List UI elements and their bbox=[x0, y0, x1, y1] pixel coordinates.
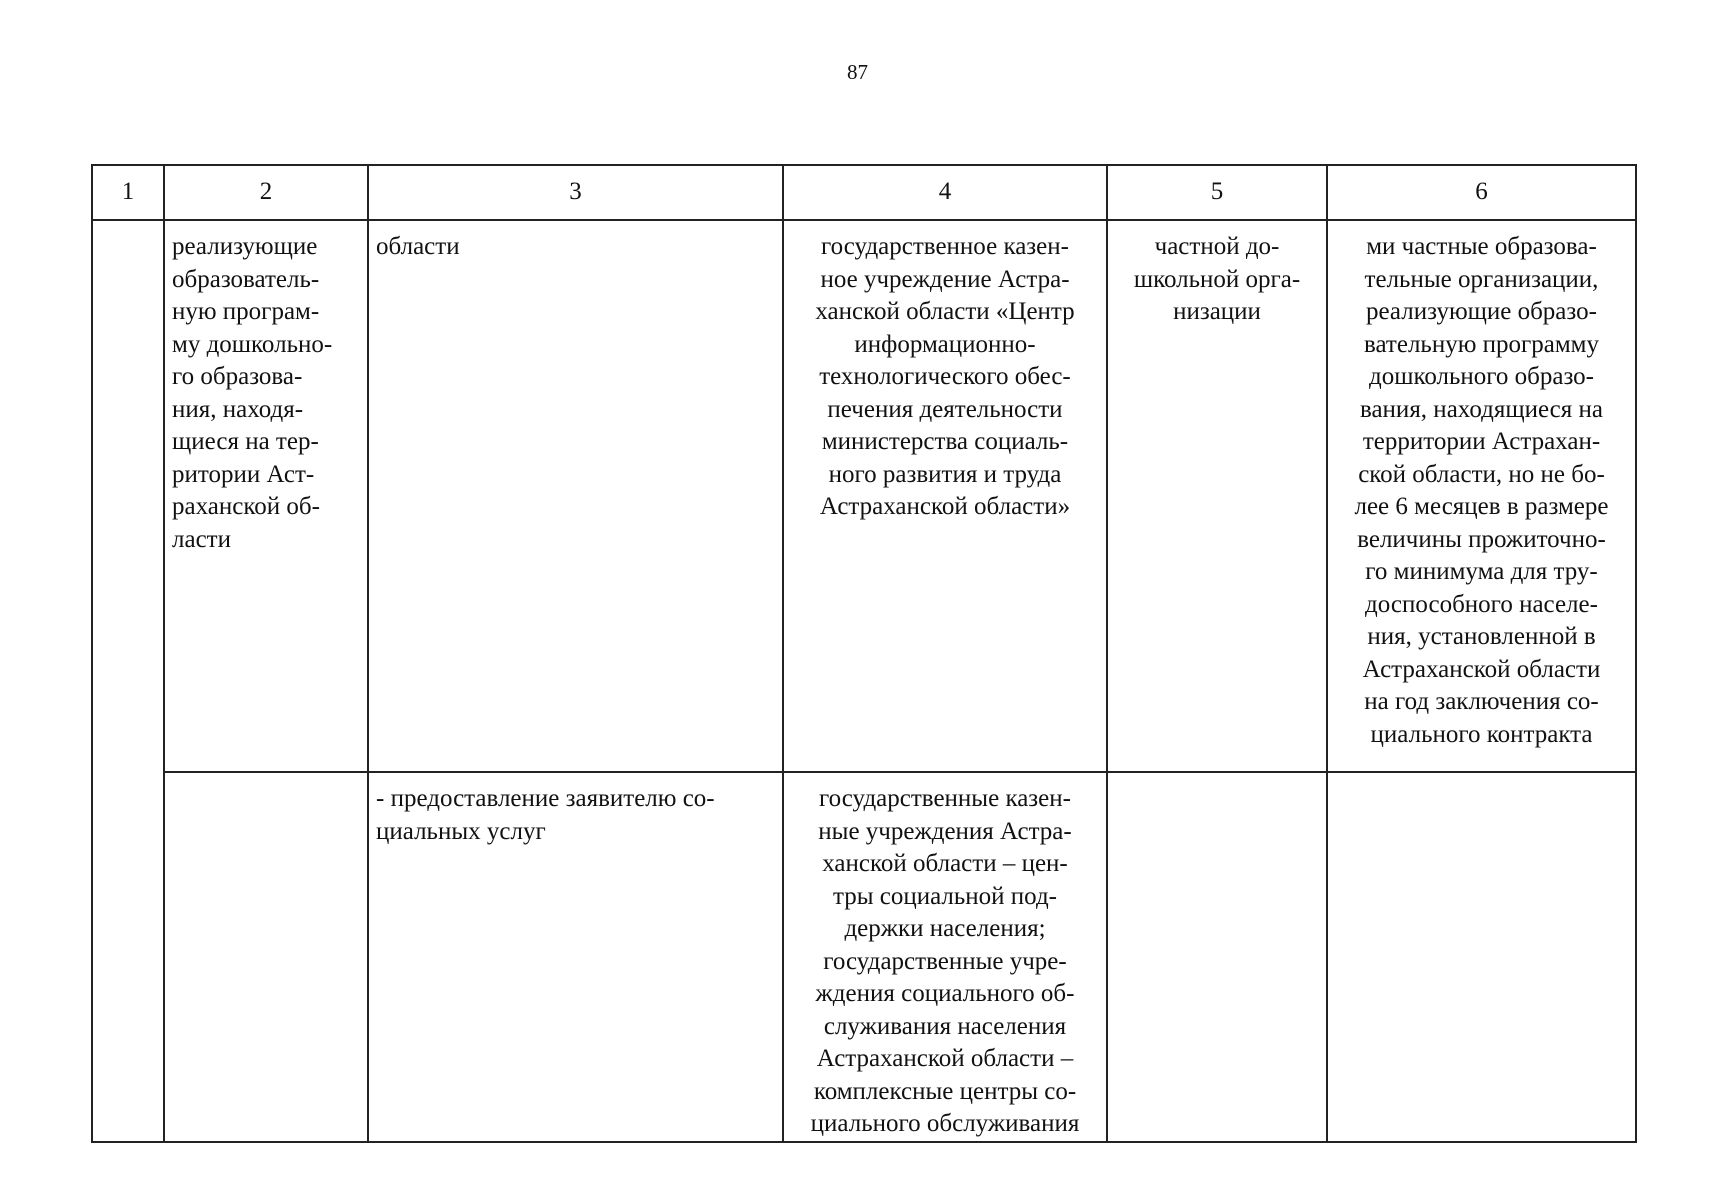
table-row bbox=[92, 220, 1636, 772]
table-row bbox=[92, 772, 1636, 1142]
header-cell-5: 5 bbox=[1107, 165, 1327, 220]
header-cell-4: 4 bbox=[783, 165, 1107, 220]
cell-text: государственные казен- ные учреждения Астра- ханской области – цен- тры социальной под- держки населения; государственные учре- ждения социального об- служивания населения Астраханской области – комплексные центры со- циального обслуживания bbox=[810, 785, 1080, 1137]
table-cell bbox=[1107, 772, 1327, 1142]
table-cell bbox=[368, 220, 783, 772]
header-cell-3: 3 bbox=[368, 165, 783, 220]
table-cell bbox=[1327, 772, 1636, 1142]
header-cell-2: 2 bbox=[164, 165, 368, 220]
table-cell bbox=[1107, 220, 1327, 772]
table-cell bbox=[783, 220, 1107, 772]
cell-text: - предоставление заявителю со- циальных услуг bbox=[376, 785, 715, 845]
header-cell-1: 1 bbox=[92, 165, 164, 220]
cell-text: области bbox=[376, 233, 460, 260]
table-header-row bbox=[92, 165, 1636, 220]
table-cell bbox=[164, 772, 368, 1142]
table-cell bbox=[164, 220, 368, 772]
cell-text: частной до- школьной орга- низации bbox=[1133, 233, 1301, 325]
header-cell-6: 6 bbox=[1327, 165, 1636, 220]
cell-text: ми частные образова- тельные организации, реализующие образо- вательную программу дошкольного образо- вания, находящиеся на территории Астрахан- ской области, но не бо- лее 6 месяцев в размере величины прожиточно- го минимума для тру- доспособного населе- ния, установленной в Астраханской области на год заключения со- циального контракта bbox=[1354, 233, 1609, 748]
table-cell bbox=[783, 772, 1107, 1142]
page-number: 87 bbox=[847, 60, 868, 84]
cell-text: реализующие образователь- ную програм- му дошкольно- го образова- ния, находя- щиеся на тер- ритории Аст- раханской об- ласти bbox=[172, 233, 333, 553]
table-cell bbox=[1327, 220, 1636, 772]
column-1-merged-cell bbox=[92, 220, 164, 1142]
cell-text: государственное казен- ное учреждение Астра- ханской области «Центр информационно- технологического обес- печения деятельности министерства социаль- ного развития и труда Астраханской области» bbox=[815, 233, 1075, 520]
document-table bbox=[91, 164, 1637, 1143]
table-cell bbox=[368, 772, 783, 1142]
